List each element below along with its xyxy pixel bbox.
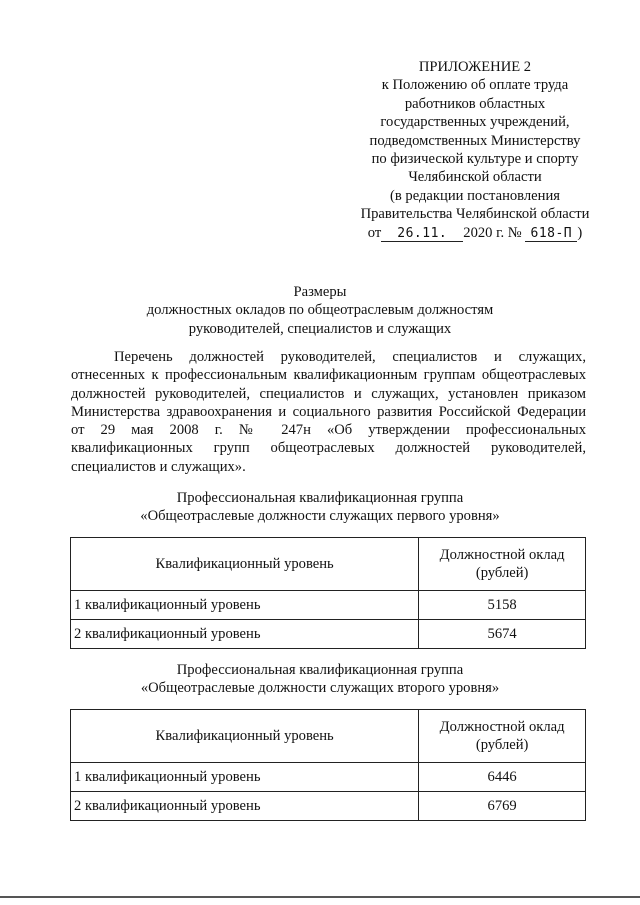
- appendix-date-line: [330, 224, 620, 242]
- table-row: [71, 763, 586, 792]
- heading-subtitle-line: должностных окладов по общеотраслевым должностям: [146, 302, 494, 319]
- appendix-line: подведомственных Министерству: [369, 132, 581, 149]
- appendix-line: государственных учреждений,: [380, 114, 570, 131]
- appendix-line: к Положению об оплате труда: [381, 77, 569, 94]
- group-name: «Общеотраслевые должности служащих второго уровня»: [140, 680, 500, 697]
- group-name: «Общеотраслевые должности служащих первого уровня»: [140, 508, 500, 525]
- salary-table-first-level: [70, 537, 586, 649]
- salary-cell: 6769: [419, 792, 586, 821]
- closing-paren: ): [577, 224, 583, 241]
- table-row: [71, 792, 586, 821]
- salary-cell: 5674: [419, 620, 586, 649]
- table-header-row: [71, 710, 586, 763]
- column-header-salary: Должностной оклад (рублей): [419, 710, 586, 763]
- appendix-header: [330, 58, 620, 242]
- group-title: Профессиональная квалификационная группа: [176, 662, 464, 678]
- level-cell: 2 квалификационный уровень: [71, 792, 419, 821]
- document-heading: [60, 283, 580, 338]
- level-cell: 1 квалификационный уровень: [71, 591, 419, 620]
- appendix-line: по физической культуре и спорту: [371, 151, 579, 168]
- table-row: [71, 620, 586, 649]
- column-header-level: Квалификационный уровень: [71, 710, 419, 763]
- appendix-title: ПРИЛОЖЕНИЕ 2: [418, 59, 532, 75]
- salary-table-second-level: [70, 709, 586, 821]
- level-cell: 1 квалификационный уровень: [71, 763, 419, 792]
- appendix-line: Правительства Челябинской области: [360, 206, 590, 223]
- scan-edge-line: [0, 896, 640, 898]
- column-header-salary: Должностной оклад (рублей): [419, 538, 586, 591]
- decree-year: 2020 г. №: [463, 224, 522, 241]
- group-heading-second: [60, 661, 580, 698]
- intro-paragraph: Перечень должностей руководителей, специалистов и служащих, отнесенных к профессиональным квалификационным группам общеотраслевых должностей руководителей, специалистов и служащих, установлен приказом Министерства здравоохранения и социального развития Российской Федерации от 29 мая 2008 г. № 247н «Об утверждении профессиональных квалификационных групп общеотраслевых должностей руководителей, специалистов и служащих».: [71, 349, 586, 475]
- heading-title: Размеры: [293, 284, 347, 300]
- group-heading-first: [60, 489, 580, 526]
- decree-number: 618-П: [525, 226, 577, 242]
- heading-subtitle-line: руководителей, специалистов и служащих: [188, 320, 452, 337]
- column-header-level: Квалификационный уровень: [71, 538, 419, 591]
- level-cell: 2 квалификационный уровень: [71, 620, 419, 649]
- appendix-line: работников областных: [404, 95, 546, 112]
- salary-cell: 5158: [419, 591, 586, 620]
- table-header-row: [71, 538, 586, 591]
- date-prefix: от: [367, 224, 382, 241]
- table-row: [71, 591, 586, 620]
- decree-date: 26.11.: [381, 226, 463, 242]
- group-title: Профессиональная квалификационная группа: [176, 490, 464, 506]
- salary-cell: 6446: [419, 763, 586, 792]
- appendix-line: Челябинской области: [408, 169, 542, 186]
- appendix-line: (в редакции постановления: [390, 187, 560, 204]
